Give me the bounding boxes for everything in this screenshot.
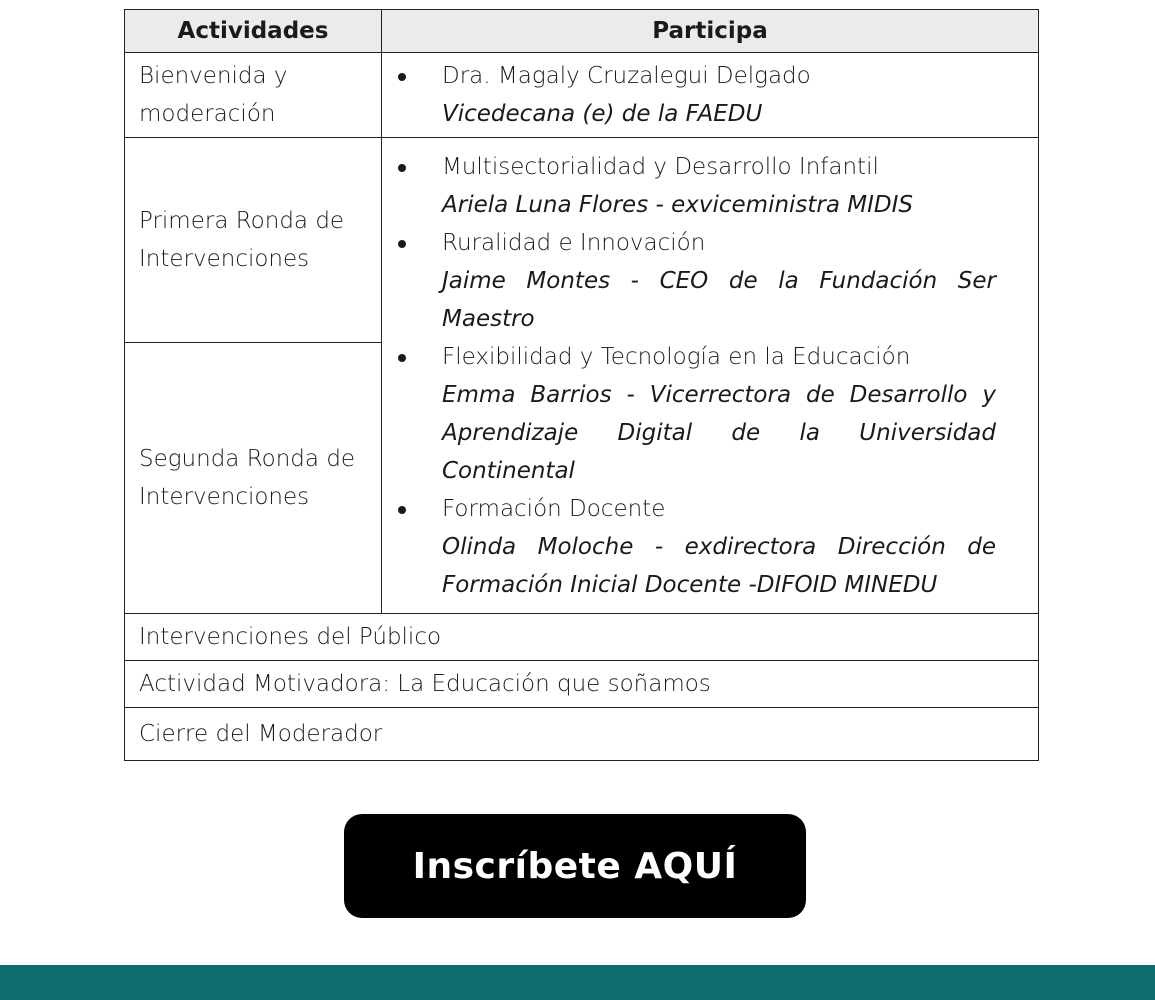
list-item <box>396 490 996 604</box>
activity-welcome: Bienvenida y moderación <box>125 53 382 138</box>
speaker-role: Vicedecana (e) de la FAEDU <box>442 101 763 127</box>
interventions-list <box>396 148 996 604</box>
intervention-topic: Flexibilidad y Tecnología en la Educación <box>442 344 911 370</box>
table-row-first-round <box>125 138 1039 343</box>
agenda-table <box>124 9 1039 761</box>
register-button[interactable]: Inscríbete AQUÍ <box>344 814 806 918</box>
table-row-welcome <box>125 53 1039 138</box>
header-participants: Participa <box>382 10 1039 53</box>
intervention-speaker: Emma Barrios - Vicerrectora de Desarrollo y Aprendizaje Digital de la Universidad Continental <box>442 382 996 484</box>
intervention-speaker: Ariela Luna Flores - exviceministra MIDIS <box>442 192 914 218</box>
welcome-list <box>396 57 996 133</box>
intervention-topic: Ruralidad e Innovación <box>442 230 706 256</box>
list-item <box>396 148 996 224</box>
header-activities: Actividades <box>125 10 382 53</box>
footer-bar <box>0 965 1155 1000</box>
activity-motivational: Actividad Motivadora: La Educación que soñamos <box>125 661 1039 708</box>
list-item <box>396 57 996 133</box>
activity-first-round: Primera Ronda de Intervenciones <box>125 138 382 343</box>
participants-rounds <box>382 138 1039 614</box>
intervention-speaker: Jaime Montes - CEO de la Fundación Ser Maestro <box>442 268 996 332</box>
activity-public-interventions: Intervenciones del Público <box>125 614 1039 661</box>
table-row-motivational <box>125 661 1039 708</box>
table-row-closing <box>125 708 1039 761</box>
activity-second-round: Segunda Ronda de Intervenciones <box>125 343 382 614</box>
speaker-name: Dra. Magaly Cruzalegui Delgado <box>442 63 811 89</box>
table-row-public <box>125 614 1039 661</box>
activity-closing: Cierre del Moderador <box>125 708 1039 761</box>
list-item <box>396 224 996 338</box>
participants-welcome <box>382 53 1039 138</box>
intervention-topic: Multisectorialidad y Desarrollo Infantil <box>442 154 879 180</box>
table-header-row <box>125 10 1039 53</box>
list-item <box>396 338 996 490</box>
intervention-topic: Formación Docente <box>442 496 666 522</box>
intervention-speaker: Olinda Moloche - exdirectora Dirección de Formación Inicial Docente -DIFOID MINEDU <box>442 534 996 598</box>
